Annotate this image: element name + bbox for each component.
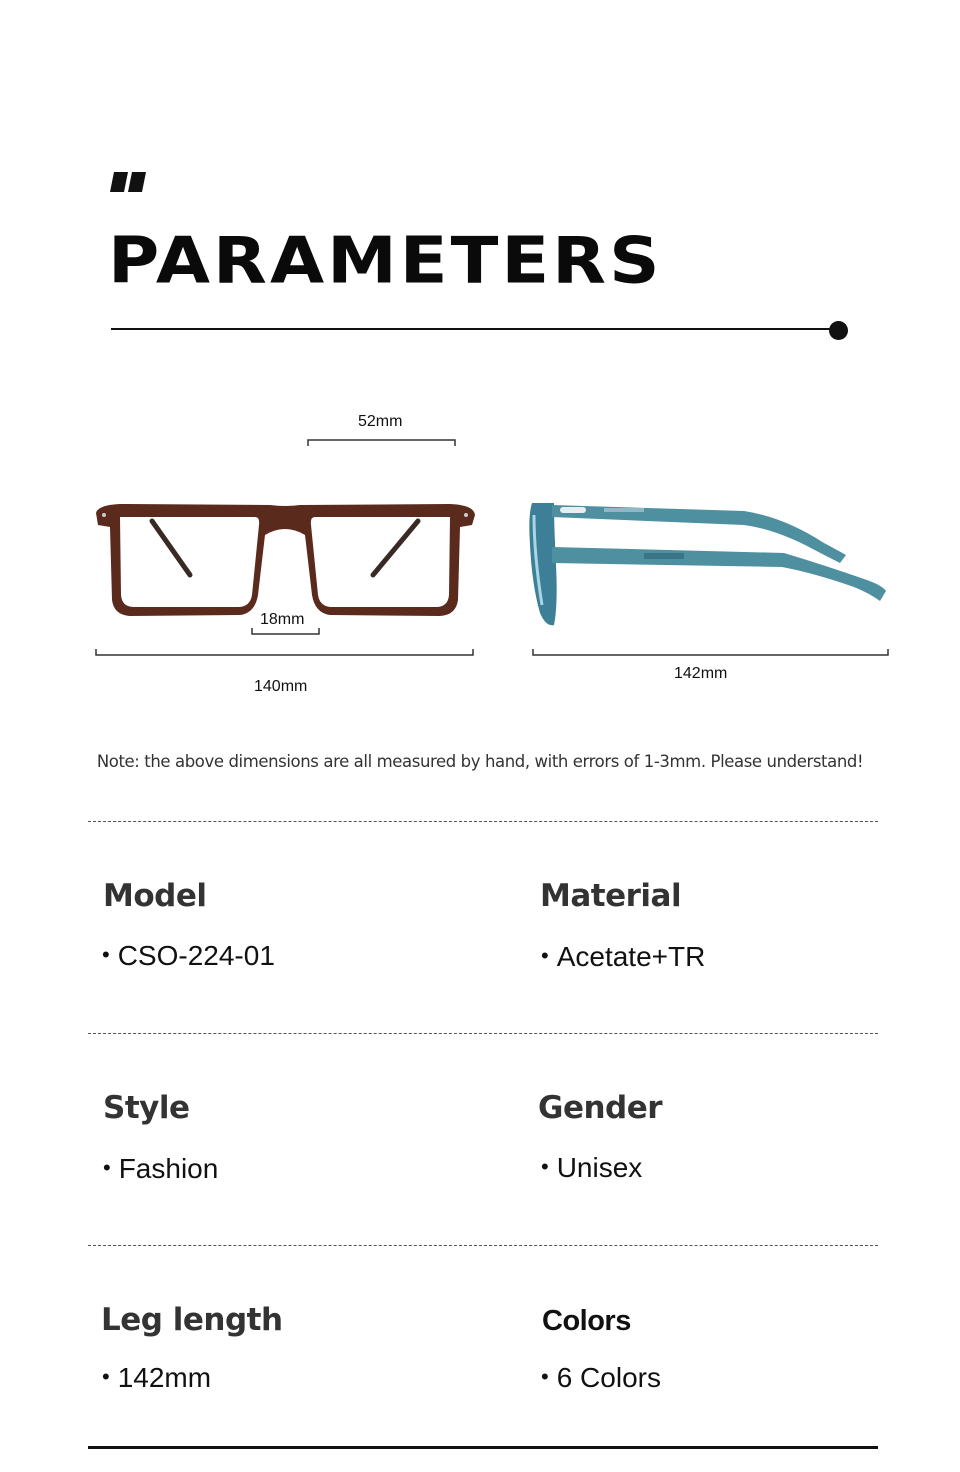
temple-length-label: 142mm [674,665,728,682]
style-value: • Fashion [103,1153,219,1184]
dashed-divider [88,1245,878,1246]
temple-length-bracket [533,649,888,655]
bullet-icon: • [102,942,110,967]
page-title: PARAMETERS [108,222,663,299]
model-value: • CSO-224-01 [102,940,275,971]
frame-width-label: 140mm [254,678,308,695]
colors-value: • 6 Colors [541,1362,661,1393]
lens-width-bracket [308,440,455,446]
material-label: Material [540,878,682,914]
glasses-side-image [524,495,894,635]
frame-width-bracket [96,649,473,655]
measurement-note: Note: the above dimensions are all measured by hand, with errors of 1-3mm. Please understand! [96,752,864,771]
bullet-icon: • [102,1364,110,1389]
bullet-icon: • [541,1154,549,1179]
bullet-icon: • [541,943,549,968]
bullet-icon: • [541,1364,549,1389]
bottom-divider [88,1446,878,1449]
model-label: Model [103,878,207,914]
bullet-icon: • [103,1155,111,1180]
gender-value: • Unisex [541,1152,643,1183]
style-label: Style [103,1090,190,1126]
material-value: • Acetate+TR [541,941,706,972]
leg-length-label: Leg length [101,1302,283,1338]
lens-width-label: 52mm [358,413,403,430]
colors-label: Colors [542,1305,631,1337]
dashed-divider [88,1033,878,1034]
leg-length-value: • 142mm [102,1362,212,1393]
bridge-label: 18mm [260,611,305,628]
dashed-divider [88,821,878,822]
glasses-front-image [90,495,480,625]
gender-label: Gender [538,1090,663,1126]
